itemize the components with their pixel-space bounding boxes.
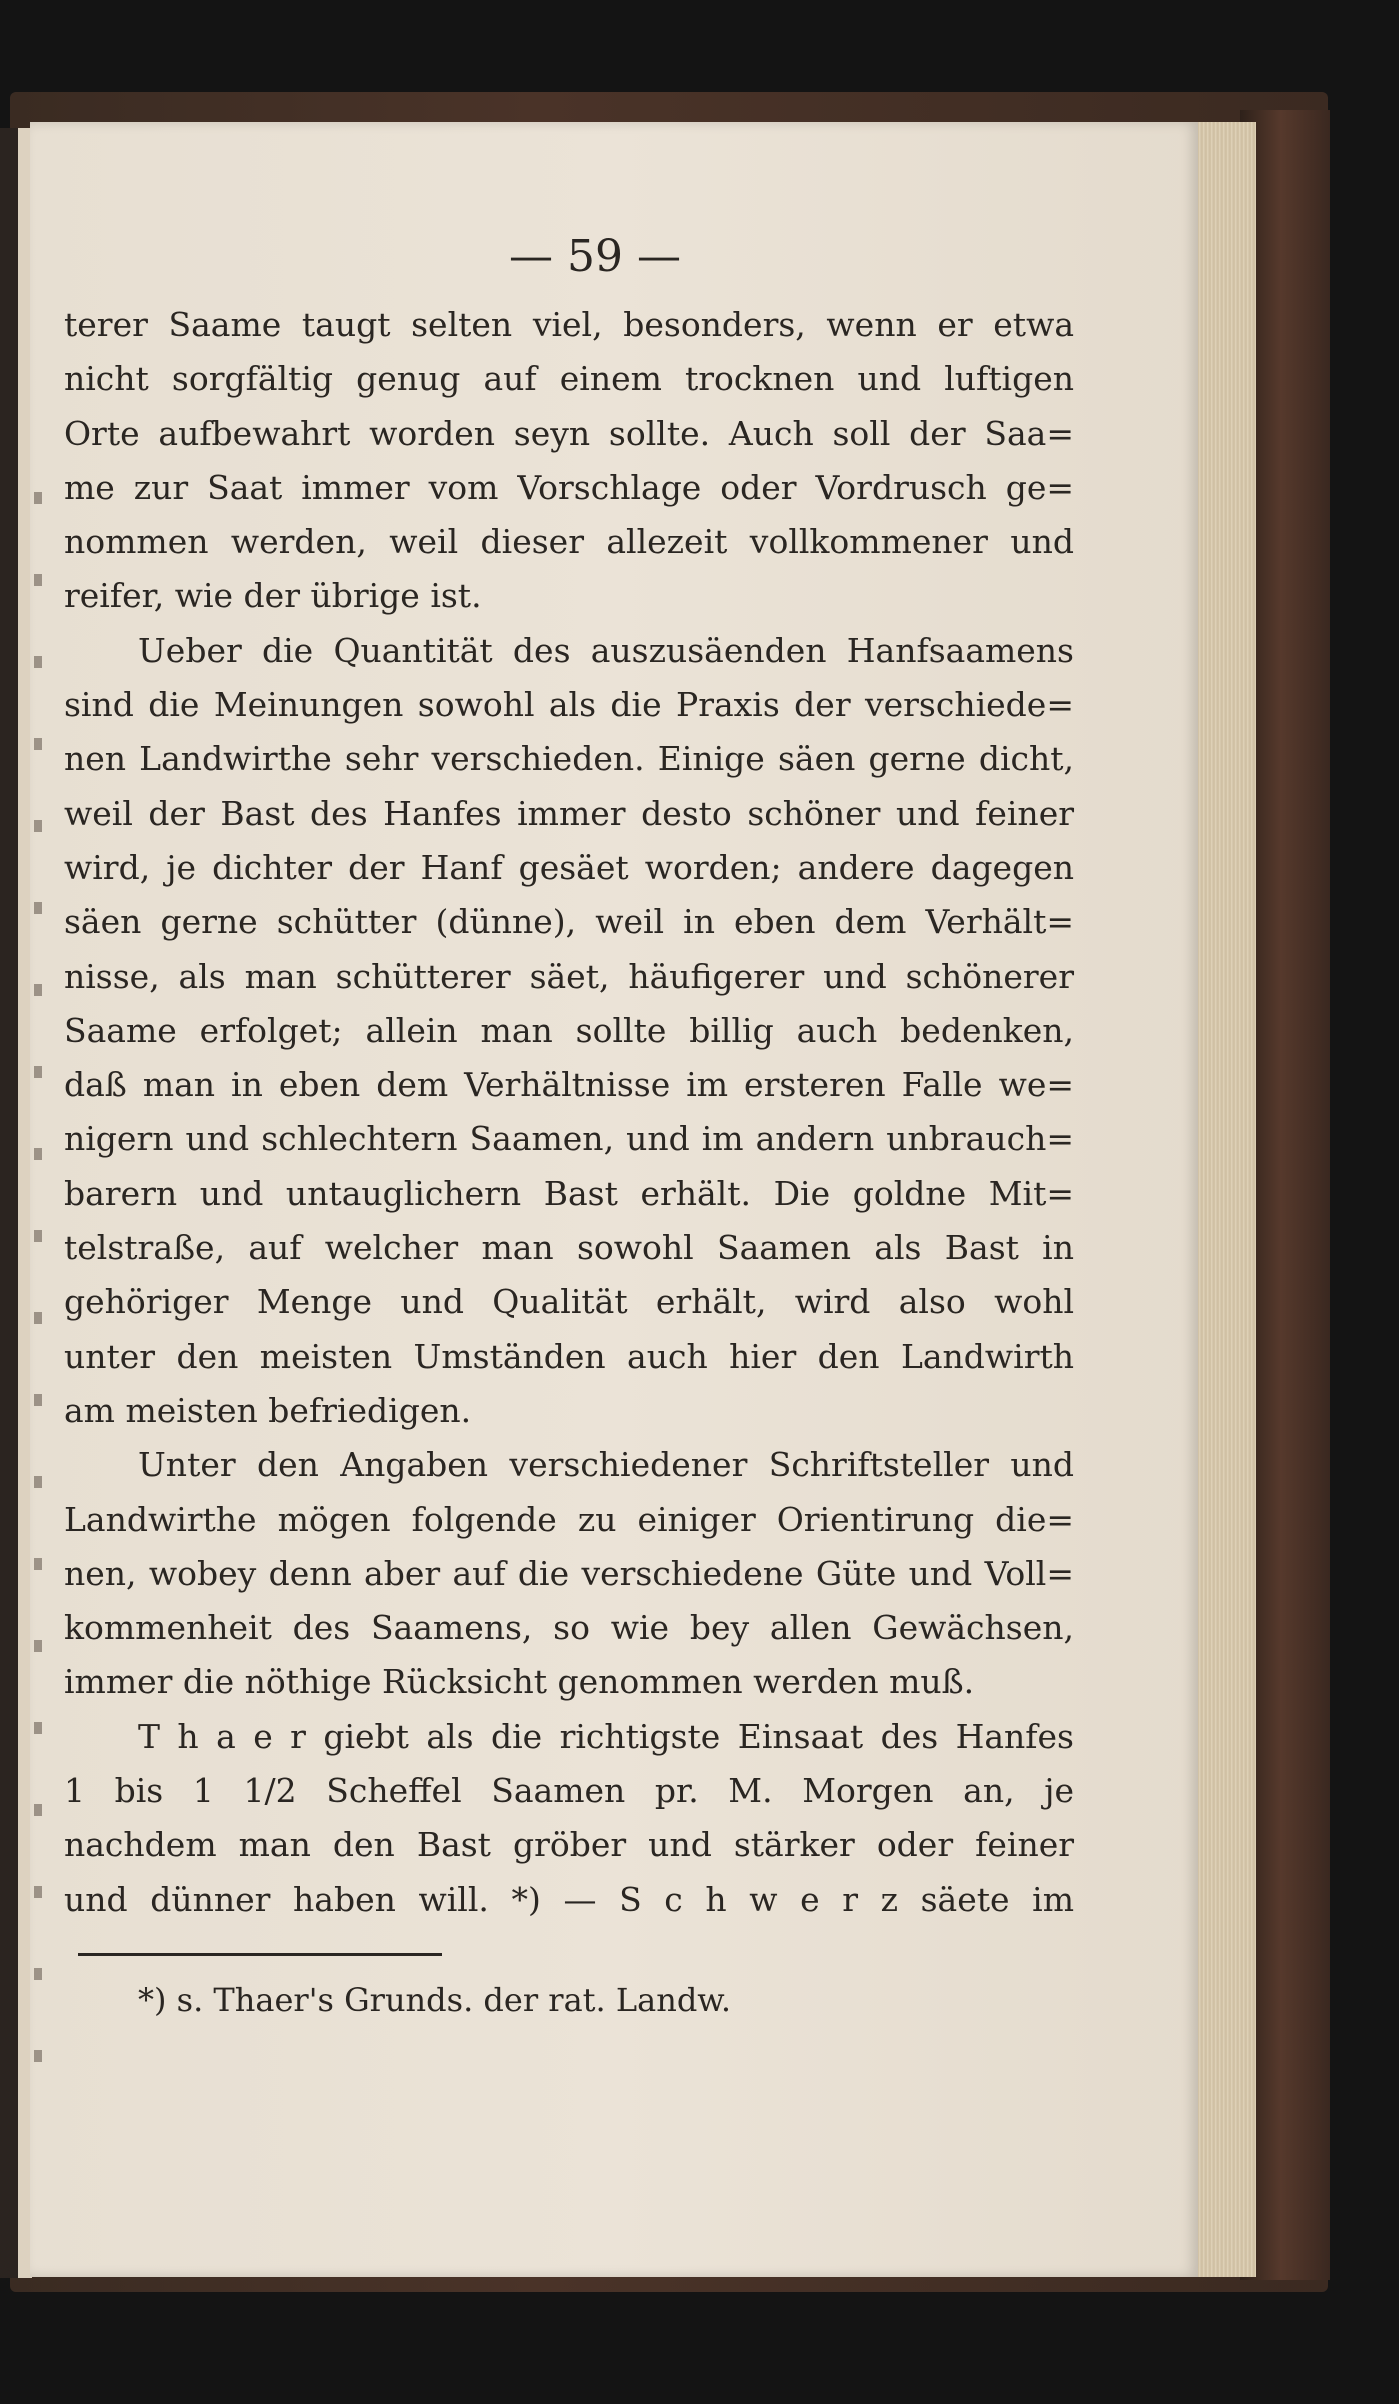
text-line: 1 bis 1 1/2 Scheffel Saamen pr. M. Morgen an, je [64, 1771, 1074, 1811]
text-line: säen gerne schütter (dünne), weil in eben dem Verhält= [64, 902, 1074, 942]
text-line: nen Landwirthe sehr verschieden. Einige säen gerne dicht, [64, 739, 1074, 779]
text-line: kommenheit des Saamens, so wie bey allen Gewächsen, [64, 1608, 1074, 1648]
text-line: weil der Bast des Hanfes immer desto schöner und feiner [64, 793, 1074, 833]
body-text [64, 298, 1074, 1927]
text-line: und dünner haben will. *) — S c h w e r z säete im [64, 1879, 1074, 1919]
text-line: wird, je dichter der Hanf gesäet worden; andere dagegen [64, 847, 1074, 887]
text-line: Unter den Angaben verschiedener Schriftsteller und [138, 1445, 1074, 1485]
footnote: *) s. Thaer's Grunds. der rat. Landw. [138, 1981, 732, 2019]
text-line: immer die nöthige Rücksicht genommen werden muß. [64, 1662, 975, 1702]
text-line: am meisten befriedigen. [64, 1390, 472, 1430]
text-line: nigern und schlechtern Saamen, und im andern unbrauch= [64, 1119, 1074, 1159]
book-page [30, 122, 1198, 2277]
text-line: nommen werden, weil dieser allezeit vollkommener und [64, 522, 1074, 562]
text-line: Saame erfolget; allein man sollte billig auch bedenken, [64, 1010, 1074, 1050]
text-line: reifer, wie der übrige ist. [64, 576, 482, 616]
left-cover-sliver [0, 128, 20, 2278]
text-line: T h a e r giebt als die richtigste Einsaat des Hanfes [138, 1716, 1074, 1756]
text-line: unter den meisten Umständen auch hier den Landwirth [64, 1336, 1074, 1376]
facing-page-text-marks [34, 422, 42, 2122]
text-line: gehöriger Menge und Qualität erhält, wird also wohl [64, 1282, 1074, 1322]
text-line: Landwirthe mögen folgende zu einiger Orientirung die= [64, 1499, 1074, 1539]
text-line: nicht sorgfältig genug auf einem trocknen und luftigen [64, 359, 1074, 399]
text-line: telstraße, auf welcher man sowohl Saamen als Bast in [64, 1228, 1074, 1268]
text-line: nisse, als man schütterer säet, häufigerer und schönerer [64, 956, 1074, 996]
text-line: daß man in eben dem Verhältnisse im ersteren Falle we= [64, 1065, 1074, 1105]
page-number-header: — 59 — [509, 231, 681, 282]
text-line: terer Saame taugt selten viel, besonders, wenn er etwa [64, 305, 1074, 344]
footnote-rule [78, 1953, 442, 1956]
text-line: sind die Meinungen sowohl als die Praxis der verschiede= [64, 685, 1074, 725]
text-line: nachdem man den Bast gröber und stärker oder feiner [64, 1825, 1074, 1865]
text-line: Orte aufbewahrt worden seyn sollte. Auch soll der Saa= [64, 413, 1074, 453]
text-line: nen, wobey denn aber auf die verschiedene Güte und Voll= [64, 1553, 1074, 1593]
text-line: Ueber die Quantität des auszusäenden Hanfsaamens [138, 630, 1074, 670]
text-line: barern und untauglichern Bast erhält. Die goldne Mit= [64, 1173, 1074, 1213]
text-line: me zur Saat immer vom Vorschlage oder Vordrusch ge= [64, 467, 1074, 507]
page-fore-edge [1192, 122, 1256, 2277]
